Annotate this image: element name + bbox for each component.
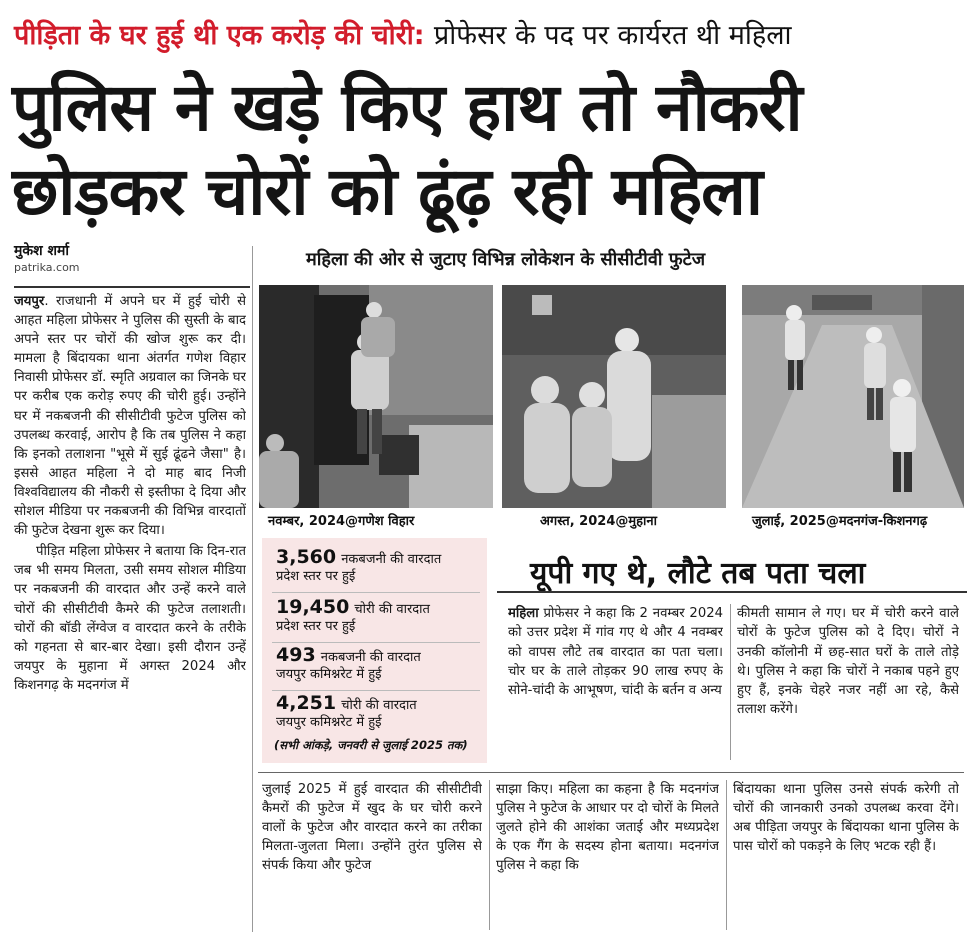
stat-item (276, 692, 481, 730)
stat-number: 493 (276, 644, 316, 666)
stat-sublabel: प्रदेश स्तर पर हुई (276, 569, 356, 584)
article-col2-text: जुलाई 2025 में हुई वारदात की सीसीटीवी कैमरों की फुटेज में खुद के घर चोरी करने वालों के फुटेज और वारदात करने का तरीका मिलता-जुलता मिला। उन्होंने तुरंत पुलिस से संपर्क किया और फुटेज (262, 782, 482, 874)
box-column-separator (730, 604, 731, 760)
site-name: patrika.com (14, 261, 80, 274)
stats-note: (सभी आंकड़े, जनवरी से जुलाई 2025 तक) (274, 738, 468, 752)
photo-caption-1: नवम्बर, 2024@गणेश विहार (268, 514, 415, 529)
stat-label: चोरी की वारदात (354, 602, 430, 617)
lower-rule (258, 772, 964, 773)
photo-heading: महिला की ओर से जुटाए विभिन्न लोकेशन के सीसीटीवी फुटेज (306, 249, 706, 270)
stat-item (276, 596, 481, 634)
dateline: जयपुर (14, 294, 45, 309)
cctv-photo-3 (742, 285, 964, 508)
stat-sublabel: प्रदेश स्तर पर हुई (276, 619, 356, 634)
box-column-2 (737, 604, 959, 762)
stat-number: 4,251 (276, 692, 337, 714)
cctv-photo-1 (259, 285, 493, 508)
article-col1b-text: पीड़ित महिला प्रोफेसर ने बताया कि दिन-रात जब भी समय मिलता, उसी समय सोशल मीडिया पर नकबजनी की वारदात और उन्हें करने वाले चोरों की सीसीटीवी कैमरे की फुटेज तलाशती। चोरों की बॉडी लेंग्वेज व वारदात करने के तरीके को गहनता से बार-बार देखा। इसी दौरान उन्हें जयपुर के मुहाना में अगस्त 2024 और किशनगढ़ के मदनगंज में (14, 544, 246, 693)
byline-rule (14, 286, 250, 288)
stat-item (276, 644, 481, 682)
stats-box (262, 538, 487, 763)
kicker-red: पीड़िता के घर हुई थी एक करोड़ की चोरी: (14, 20, 425, 51)
box-col2-text: कीमती सामान ले गए। घर में चोरी करने वाले चोरों के फुटेज पुलिस को दे दिए। चोरों ने उनकी कॉलोनी में छह-सात घरों के ताले तोड़े थे। पुलिस ने कहा कि चोरों ने नकाब पहने हुए हुए हैं, इनके चेहरे नजर नहीं आ रहे, कैसे तलाश करेंगे। (737, 606, 959, 718)
stat-label: नकबजनी की वारदात (341, 552, 442, 567)
column-separator (489, 780, 490, 930)
author-name: मुकेश शर्मा (14, 243, 70, 259)
article-column-3 (496, 780, 719, 930)
stat-sublabel: जयपुर कमिश्नरेट में हुई (276, 667, 382, 682)
article-col4-text: बिंदायका थाना पुलिस उनसे संपर्क करेगी तो चोरों की जानकारी उनको उपलब्ध करवा देंगे। अब पीड़िता जयपुर के बिंदायका थाना पुलिस के पास चोरों को पकड़ने के लिए भटक रही हैं। (733, 782, 959, 855)
article-column-4 (733, 780, 959, 930)
photo-caption-2: अगस्त, 2024@मुहाना (540, 514, 657, 529)
box-lead: महिला (508, 606, 539, 621)
box-heading-rule (497, 591, 967, 593)
cctv-photo-2 (502, 285, 726, 508)
stat-label: चोरी की वारदात (341, 698, 417, 713)
stat-divider (272, 592, 480, 593)
box-col1-text: प्रोफेसर ने कहा कि 2 नवम्बर 2024 को उत्तर प्रदेश में गांव गए थे और 4 नवम्बर को वापस लौटे तब वारदात का पता चला। चोर घर के ताले तोड़कर 90 लाख रुपए के सोने-चांदी के आभूषण, चांदी के बर्तन व अन्य (508, 606, 723, 699)
stat-label: नकबजनी की वारदात (320, 650, 421, 665)
stat-divider (272, 690, 480, 691)
stat-sublabel: जयपुर कमिश्नरेट में हुई (276, 715, 382, 730)
kicker-line (14, 16, 959, 56)
article-column-2 (262, 780, 482, 930)
article-col1-text: . राजधानी में अपने घर में हुई चोरी से आहत महिला प्रोफेसर ने पुलिस की सुस्ती के बाद अपने स्तर पर चोरों की खोज शुरू कर दी। मामला है बिंदायका थाना अंतर्गत गणेश विहार निवासी प्रोफेसर डॉ. स्मृति अग्रवाल का जिनके घर पर करीब एक करोड़ रुपए की चोरी हुई। उन्होंने घर में नकबजनी की सीसीटीवी फुटेज पुलिस को उपलब्ध करवाई, आरोप है कि तब पुलिस ने कहा कि इनको तलाशना "भूसे में सुई ढूंढने जैसा" है। इससे आहत महिला ने दो माह बाद निजी विश्वविद्यालय की नौकरी से इस्तीफा दे दिया और सोशल मीडिया पर नकबजनी की विभिन्न वारदातों की फुटेज देखना शुरू कर दिया। (14, 294, 246, 539)
article-column-1 (14, 292, 246, 932)
stat-number: 3,560 (276, 546, 337, 568)
kicker-black: प्रोफेसर के पद पर कार्यरत थी महिला (433, 20, 792, 51)
stat-item (276, 546, 481, 584)
stat-number: 19,450 (276, 596, 350, 618)
byline (14, 242, 244, 275)
column-separator (726, 780, 727, 930)
article-col3-text: साझा किए। महिला का कहना है कि मदनगंज पुलिस ने फुटेज के आधार पर दो चोरों के मिलते जुलते होने की आशंका जताई और मध्यप्रदेश के एक गैंग के सदस्य होना बताया। मदनगंज पुलिस ने कहा कि (496, 782, 719, 874)
column-separator (252, 246, 253, 932)
headline-line-1: पुलिस ने खड़े किए हाथ तो नौकरी (12, 69, 802, 146)
headline-line-2: छोड़कर चोरों को ढूंढ़ रही महिला (12, 153, 763, 230)
stat-divider (272, 642, 480, 643)
box-heading: यूपी गए थे, लौटे तब पता चला (530, 556, 866, 591)
photo-caption-3: जुलाई, 2025@मदनगंज-किशनगढ़ (752, 514, 928, 529)
box-column-1 (508, 604, 723, 762)
